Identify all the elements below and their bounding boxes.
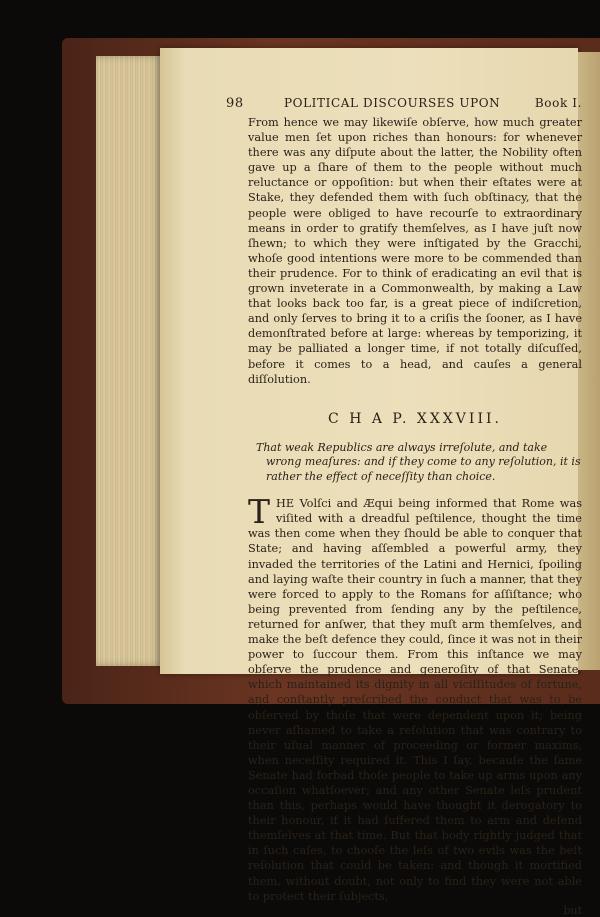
chapter-subtitle: That weak Republics are always irreſolute, and take wrong meaſures: and if they come to any reſolution, it is rather the effect of neceſſity than choice. [256, 440, 581, 483]
running-title: POLITICAL DISCOURSES UPON [284, 96, 501, 110]
page-text [226, 96, 582, 917]
page-number: 98 [226, 96, 244, 111]
page-edges [96, 56, 162, 666]
paragraph-main [248, 492, 582, 904]
paragraph-intro: From hence we may likewiſe obſerve, how much greater value men ſet upon riches than honours: for whenever there was any diſpute about the latter, the Nobility often gave up a ſhare of them to the people without much reluctance or oppoſition: but when their eſtates were at Stake, they defended them with ſuch obſtinacy, that the people were obliged to have recourſe to extraordinary means in order to gratify themſelves, as I have juſt now ſhewn; to which they were inſtigated by the Gracchi, whoſe good intentions were more to be commended than their prudence. For to think of eradicating an evil that is grown inveterate in a Commonwealth, by making a Law that looks back too far, is a great piece of indiſcretion, and only ſerves to bring it to a criſis the ſooner, as I have demonſtrated before at large: whereas by temporizing, it may be palliated a longer time, if not totally diſcuſſed, before it comes to a head, and cauſes a general diſſolution. [248, 116, 582, 386]
chapter-heading: C H A P. XXXVIII. [328, 410, 502, 427]
paragraph-main-text: HE Volſci and Æqui being informed that Rome was viſited with a dreadful peſtilence, thought the time was then come when they ſhould be able to conquer that State; and having aſſembled a powerful army, they invaded the territories of the Latini and Hernici, ſpoiling and laying waſte their country in ſuch a manner, that they were forced to apply to the Romans for aſſiſtance; who being prevented from ſending any by the peſtilence, returned for anſwer, that they muſt arm themſelves, and make the beſt defence they could, ſince it was not in their power to ſuccour them. From this inſtance we may obſerve the prudence and generoſity of that Senate, which maintained its dignity in all viciſſitudes of fortune, and conſtantly preſcribed the conduct that was to be obſerved by thoſe that were dependent upon it; being never aſhamed to take a reſolution that was contrary to their uſual manner of proceeding or former maxims, when neceſſity required it. This I ſay, becauſe the ſame Senate had forbad thoſe people to take up arms upon any occaſion whatſoever; and any other Senate leſs prudent than this, perhaps would have thought it derogatory to their honour, if it had ſuffered them to arm and defend themſelves at that time. But that body rightly judged that in ſuch caſes, to chooſe the leſs of two evils was the beſt reſolution that could be taken: and though it mortified them, without doubt, not only to find they were not able to protect their ſubjects, [248, 497, 582, 903]
book-label: Book I. [534, 96, 582, 110]
catchword: but [563, 903, 582, 917]
drop-cap: T [248, 492, 271, 532]
running-header [226, 96, 582, 114]
